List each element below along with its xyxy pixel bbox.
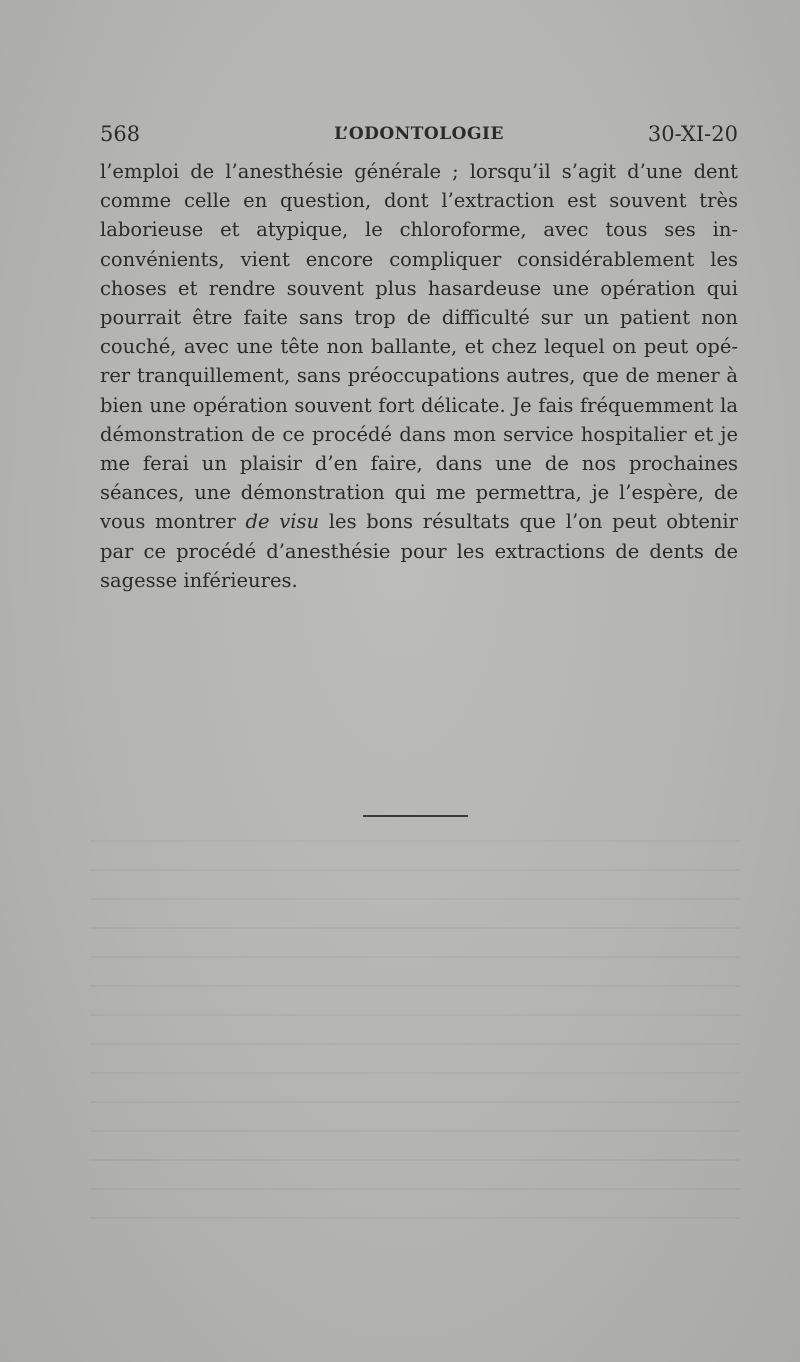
body-text-before-italic: l’emploi de l’anesthésie générale ; lorsqu’il s’agit d’une dent comme celle en question, dont l’extraction est souvent très laborieuse et atypique, le chloroforme, avec tous ses inconvénients, vient encore compliquer considérablement les choses et rendre souvent plus hasardeuse une opération qui pourrait être faite sans trop de difficulté sur un patient non couché, avec une tête non ballante, et chez lequel on peut opérer tranquillement, sans préoccupations autres, que de mener à bien une opération souvent fort délicate. Je fais fréquemment la démonstration de ce procédé dans mon service hospitalier et je me ferai un plaisir d’en faire, dans une de nos prochaines séances, une démonstration qui me permettra, je l’espère, de vous montrer (100, 160, 738, 534)
page-header (100, 122, 738, 152)
header-date: 30-XI-20 (647, 122, 738, 146)
body-text-after-italic: les bons résultats que l’on peut obtenir par ce procédé d’anesthésie pour les extractions de dents de sagesse inférieures. (100, 510, 738, 592)
body-paragraph (100, 157, 738, 595)
page-number: 568 (100, 122, 141, 146)
bleed-through-texture (90, 840, 740, 1240)
running-title: L’ODONTOLOGIE (334, 124, 504, 144)
section-divider-rule (363, 815, 468, 817)
italic-phrase: de visu (245, 510, 320, 534)
